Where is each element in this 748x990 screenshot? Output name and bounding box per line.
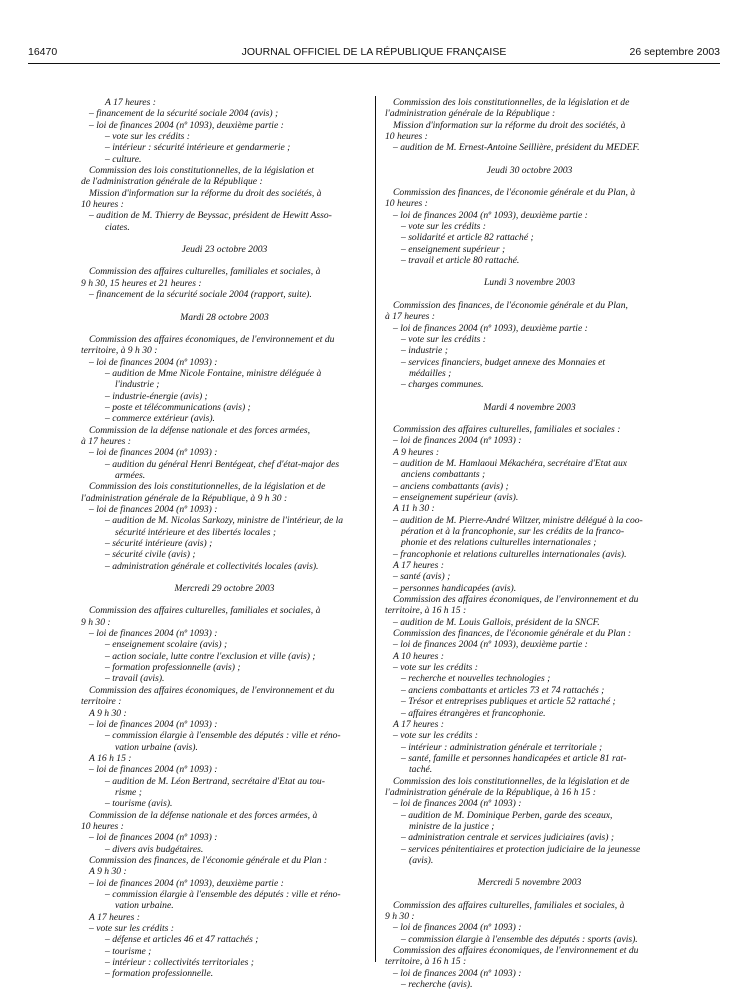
text-line: A 10 heures : [393, 650, 444, 662]
text-line: Commission des finances, de l'économie générale et du Plan : [393, 628, 632, 640]
text-line: – enseignement scolaire (avis) ; [105, 639, 228, 651]
text-line: – services financiers, budget annexe des Monnaies et [401, 356, 606, 368]
text-line: 9 h 30 : [385, 911, 415, 922]
text-line: – financement de la sécurité sociale 2004 (rapport, suite). [89, 289, 312, 301]
text-line: – loi de finances 2004 (nº 1093), deuxième partie : [393, 639, 588, 651]
text-line: pération et à la francophonie, sur les crédits de la franco- [401, 526, 625, 537]
text-line: – travail (avis). [105, 673, 165, 685]
text-line: de l'administration générale de la République : [81, 176, 263, 188]
text-line: – audition de Mme Nicole Fontaine, ministre déléguée à [105, 367, 322, 379]
text-line: – poste et télécommunications (avis) ; [105, 401, 251, 413]
text-line: – culture. [105, 153, 142, 165]
text-line: taché. [409, 764, 433, 776]
text-line: – enseignement supérieur ; [401, 243, 506, 255]
text-line: – commission élargie à l'ensemble des députés : ville et réno- [105, 889, 341, 900]
text-line: territoire, à 16 h 15 : [385, 956, 467, 968]
text-line: – solidarité et article 82 rattaché ; [401, 232, 534, 244]
text-line: – loi de finances 2004 (nº 1093) : [89, 832, 218, 844]
text-line: 10 heures : [385, 131, 428, 143]
text-line: – audition de M. Thierry de Beyssac, président de Hewitt Asso- [89, 210, 332, 222]
text-line: – action sociale, lutte contre l'exclusion et ville (avis) ; [105, 650, 316, 662]
spacer [81, 323, 368, 334]
text-line: – audition de M. Ernest-Antoine Seillière, président du MEDEF. [393, 142, 640, 154]
spacer [385, 266, 674, 277]
date-heading: Mardi 28 octobre 2003 [180, 311, 269, 323]
text-line: – vote sur les crédits : [401, 333, 486, 345]
text-line: Commission des lois constitutionnelles, de la législation et de [393, 97, 630, 108]
text-line: – audition de M. Pierre-André Wiltzer, ministre délégué à la coo- [393, 514, 643, 526]
column-divider [375, 96, 376, 962]
text-line: – santé (avis) ; [393, 571, 451, 583]
text-line: A 11 h 30 : [393, 503, 435, 515]
text-line: – santé, famille et personnes handicapées et article 81 rat- [401, 752, 627, 764]
text-line: (avis). [409, 854, 434, 866]
text-line: – administration centrale et services judiciaires (avis) ; [401, 832, 615, 844]
text-line: – commission élargie à l'ensemble des députés : sports (avis). [401, 933, 638, 945]
right-column [385, 97, 674, 990]
spacer [81, 572, 368, 583]
text-line: – loi de finances 2004 (nº 1093) : [89, 504, 218, 515]
text-line: Commission des affaires culturelles, familiales et sociales : [393, 423, 621, 435]
spacer [81, 233, 368, 244]
text-line: Commission des affaires culturelles, familiales et sociales, à [393, 899, 625, 911]
text-line: Commission des finances, de l'économie générale et du Plan : [89, 854, 328, 866]
text-line: médailles ; [409, 367, 452, 379]
text-line: – vote sur les crédits : [393, 662, 478, 674]
text-line: 9 h 30 : [81, 616, 111, 628]
text-line: – vote sur les crédits : [401, 221, 486, 233]
text-line: – audition de M. Léon Bertrand, secrétaire d'Etat au tou- [105, 775, 325, 787]
text-line: – formation professionnelle (avis) ; [105, 662, 241, 674]
text-line: A 9 h 30 : [89, 707, 127, 719]
text-line: 10 heures : [385, 198, 428, 210]
text-line: – tourisme ; [105, 945, 152, 957]
text-line: Commission des affaires culturelles, familiales et sociales, à [89, 266, 321, 278]
text-line: Commission des finances, de l'économie générale et du Plan, [393, 299, 628, 311]
text-line: A 9 h 30 : [89, 866, 127, 878]
text-line: – loi de finances 2004 (nº 1093) : [89, 628, 218, 640]
text-line: à 17 heures : [81, 435, 132, 447]
text-line: A 16 h 15 : [89, 752, 132, 764]
text-line: l'administration générale de la République, à 9 h 30 : [81, 492, 288, 504]
spacer [81, 255, 368, 266]
page-header [28, 46, 720, 60]
text-line: – loi de finances 2004 (nº 1093) : [89, 356, 218, 368]
spacer [385, 391, 674, 402]
text-line: – loi de finances 2004 (nº 1093), deuxième partie : [393, 322, 588, 334]
text-line: A 17 heures : [105, 97, 156, 108]
text-line: – personnes handicapées (avis). [393, 582, 517, 594]
text-line: A 17 heures : [393, 560, 444, 572]
text-line: – services pénitentiaires et protection judiciaire de la jeunesse [401, 843, 641, 855]
text-line: Commission des lois constitutionnelles, de la législation et [89, 165, 314, 177]
text-line: – affaires étrangères et francophonie. [401, 707, 546, 719]
text-line: – commission élargie à l'ensemble des députés : ville et réno- [105, 730, 341, 742]
text-line: Commission des affaires économiques, de l'environnement et du [89, 333, 335, 345]
text-line: 9 h 30, 15 heures et 21 heures : [81, 277, 202, 289]
text-line: – administration générale et collectivités locales (avis). [105, 560, 319, 572]
text-line: – loi de finances 2004 (nº 1093) : [89, 447, 218, 459]
date-heading: Mardi 4 novembre 2003 [483, 401, 576, 413]
text-line: sécurité intérieure et des libertés locales ; [115, 526, 277, 538]
text-line: à 17 heures : [385, 311, 436, 323]
text-line: A 17 heures : [89, 911, 140, 923]
text-line: l'administration générale de la République : [385, 108, 556, 120]
text-line: anciens combattants ; [401, 469, 486, 481]
text-line: Commission des affaires culturelles, familiales et sociales, à [89, 605, 321, 617]
spacer [385, 176, 674, 187]
text-line: Commission des finances, de l'économie générale et du Plan, à [393, 187, 636, 199]
text-line: 10 heures : [81, 199, 124, 211]
date-heading: Mercredi 29 octobre 2003 [174, 583, 275, 595]
text-line: – loi de finances 2004 (nº 1093) : [393, 967, 522, 979]
text-line: l'industrie ; [115, 379, 160, 391]
text-line: – financement de la sécurité sociale 2004 (avis) ; [89, 108, 279, 120]
text-line: – intérieur : sécurité intérieure et gendarmerie ; [105, 142, 291, 154]
date-heading: Lundi 3 novembre 2003 [483, 277, 576, 289]
text-line: – audition de M. Hamlaoui Mékachéra, secrétaire d'Etat aux [393, 457, 628, 469]
text-line: – vote sur les crédits : [89, 923, 174, 935]
text-line: – Trésor et entreprises publiques et article 52 rattaché ; [401, 696, 616, 708]
issue-date: 26 septembre 2003 [629, 46, 720, 58]
text-line: – intérieur : collectivités territoriales ; [105, 957, 254, 969]
spacer [385, 413, 674, 424]
text-line: phonie et des relations culturelles internationales ; [401, 537, 597, 549]
text-line: territoire : [81, 696, 122, 708]
text-line: – défense et articles 46 et 47 rattachés ; [105, 934, 259, 946]
text-line: – loi de finances 2004 (nº 1093) : [393, 798, 522, 810]
text-line: – sécurité intérieure (avis) ; [105, 538, 213, 550]
text-line: – industrie-énergie (avis) ; [105, 390, 208, 402]
text-line: 10 heures : [81, 820, 124, 832]
header-rule [28, 63, 720, 64]
text-line: – recherche et nouvelles technologies ; [401, 673, 551, 685]
text-line: ministre de la justice ; [409, 820, 495, 832]
text-line: – vote sur les crédits : [105, 131, 190, 143]
text-line: Commission de la défense nationale et des forces armées, à [89, 809, 318, 821]
text-line: – loi de finances 2004 (nº 1093) : [393, 922, 522, 934]
text-line: – audition de M. Nicolas Sarkozy, ministre de l'intérieur, de la [105, 515, 344, 527]
left-column [81, 97, 368, 980]
spacer [385, 289, 674, 300]
text-line: – loi de finances 2004 (nº 1093), deuxième partie : [393, 209, 588, 221]
text-line: – loi de finances 2004 (nº 1093), deuxième partie : [89, 119, 284, 131]
text-line: – audition du général Henri Bentégeat, chef d'état-major des [105, 458, 340, 470]
text-line: Commission des lois constitutionnelles, de la législation et de [89, 481, 326, 493]
journal-title: JOURNAL OFFICIEL DE LA RÉPUBLIQUE FRANÇAISE [241, 46, 507, 58]
text-line: Commission des lois constitutionnelles, de la législation et de [393, 775, 630, 787]
text-line: – loi de finances 2004 (nº 1093) : [89, 718, 218, 730]
text-line: territoire, à 16 h 15 : [385, 605, 467, 617]
text-line: – loi de finances 2004 (nº 1093) : [393, 435, 522, 447]
text-line: – intérieur : administration générale et territoriale ; [401, 741, 603, 753]
text-line: – loi de finances 2004 (nº 1093), deuxième partie : [89, 877, 284, 889]
text-line: armées. [115, 469, 146, 481]
text-line: – audition de M. Louis Gallois, président de la SNCF. [393, 616, 600, 628]
date-heading: Jeudi 30 octobre 2003 [486, 164, 573, 176]
text-line: – charges communes. [401, 379, 484, 391]
text-line: – travail et article 80 rattaché. [401, 255, 520, 267]
text-line: – audition de M. Dominique Perben, garde des sceaux, [401, 809, 613, 821]
text-line: A 17 heures : [393, 718, 444, 730]
date-heading: Mercredi 5 novembre 2003 [477, 877, 582, 889]
text-line: Commission des affaires économiques, de l'environnement et du [89, 684, 335, 696]
text-line: – recherche (avis). [401, 979, 473, 990]
text-line: – sécurité civile (avis) ; [105, 549, 196, 561]
text-line: – anciens combattants et articles 73 et 74 rattachés ; [401, 684, 605, 696]
text-line: l'administration générale de la République, à 16 h 15 : [385, 786, 596, 798]
text-line: A 9 heures : [393, 446, 440, 458]
spacer [385, 889, 674, 900]
spacer [81, 301, 368, 312]
text-line: – francophonie et relations culturelles internationales (avis). [393, 548, 627, 560]
text-line: Commission des affaires économiques, de l'environnement et du [393, 594, 639, 606]
text-line: ciates. [105, 221, 130, 233]
spacer [385, 866, 674, 877]
text-line: – divers avis budgétaires. [105, 843, 204, 855]
text-line: – tourisme (avis). [105, 798, 173, 810]
text-line: territoire, à 9 h 30 : [81, 345, 158, 357]
text-line: – industrie ; [401, 345, 448, 357]
text-line: – enseignement supérieur (avis). [393, 491, 519, 503]
text-line: vation urbaine. [115, 900, 174, 912]
spacer [81, 594, 368, 605]
text-line: vation urbaine (avis). [115, 741, 198, 753]
text-line: Mission d'information sur la réforme du droit des sociétés, à [89, 187, 322, 199]
text-line: risme ; [115, 786, 142, 798]
text-line: Commission de la défense nationale et des forces armées, [89, 424, 311, 436]
text-line: – anciens combattants (avis) ; [393, 480, 509, 492]
text-line: – loi de finances 2004 (nº 1093) : [89, 764, 218, 776]
text-line: Mission d'information sur la réforme du droit des sociétés, à [393, 119, 626, 131]
text-line: Commission des affaires économiques, de l'environnement et du [393, 945, 639, 957]
text-line: – commerce extérieur (avis). [105, 413, 215, 425]
text-line: – formation professionnelle. [105, 968, 214, 980]
date-heading: Jeudi 23 octobre 2003 [181, 244, 268, 256]
page-number: 16470 [28, 46, 58, 58]
text-line: – vote sur les crédits : [393, 730, 478, 742]
spacer [385, 154, 674, 165]
